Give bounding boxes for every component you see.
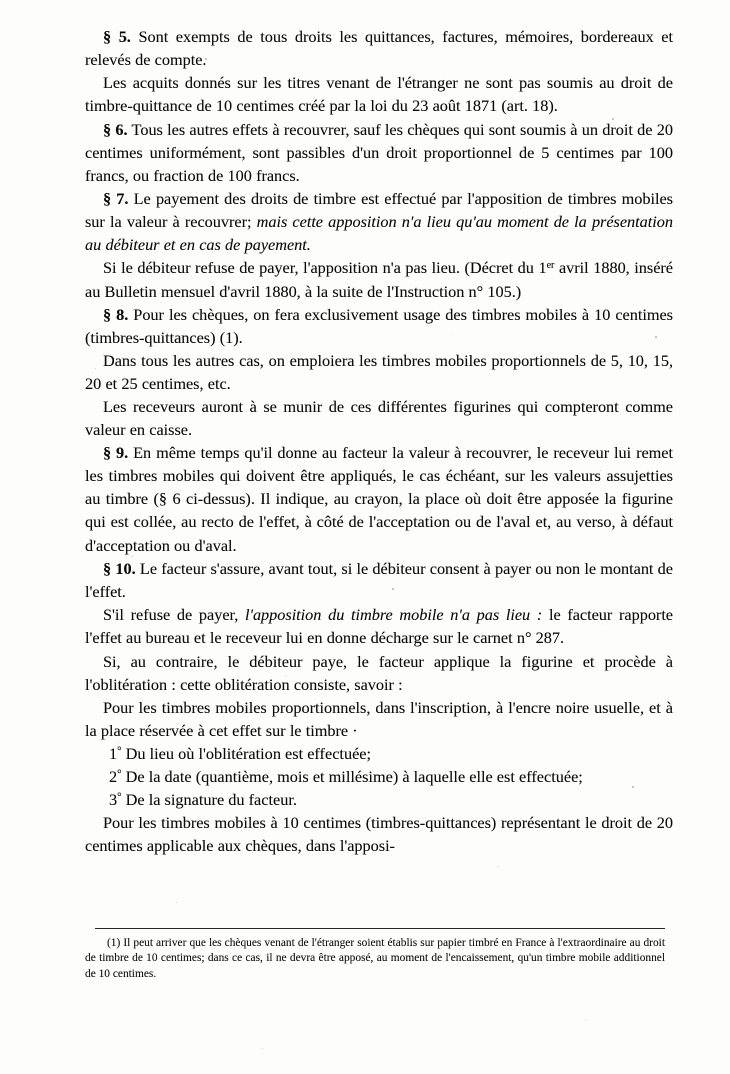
paragraph-text: Le facteur s'assure, avant tout, si le débiteur consent à payer ou non le montant de l'effet.	[85, 559, 673, 602]
footnote-separator-rule	[95, 928, 665, 929]
item-number: 3	[109, 790, 118, 810]
numbered-item-3	[85, 788, 673, 811]
paragraph-text: Pour les timbres mobiles proportionnels, dans l'inscription, à l'encre noire usuelle, et à la place réservée à cet effet sur le timbre ·	[85, 697, 673, 740]
item-text: De la date (quantième, mois et millésime) à laquelle elle est effectuée;	[121, 767, 583, 786]
section-marker-9: § 9.	[103, 443, 129, 463]
scan-speck	[176, 902, 177, 903]
paragraph-text-continued: le facteur rapporte l'effet au bureau et le receveur lui en donne décharge sur le carnet n° 287.	[85, 605, 674, 648]
section-marker-8: § 8.	[103, 304, 129, 324]
item-text: Du lieu où l'oblitération est effectuée;	[121, 743, 372, 763]
item-number: 2	[109, 767, 118, 786]
paragraph-section-5	[85, 25, 673, 71]
paragraph-section-10	[85, 557, 673, 603]
numbered-item-1	[85, 742, 673, 765]
degree-symbol-icon: °	[117, 745, 122, 758]
paragraph-au-contraire	[85, 650, 673, 696]
numbered-item-2	[85, 765, 673, 788]
section-marker-7: § 7.	[103, 189, 129, 209]
paragraph-receveurs	[85, 395, 673, 441]
scan-speck	[498, 866, 499, 867]
paragraph-emphasis: l'apposition du timbre mobile n'a pas lieu :	[245, 605, 543, 625]
paragraph-text: En même temps qu'il donne au facteur la valeur à recouvrer, le receveur lui remet les timbres mobiles qui doivent être appliqués, le cas échéant, sur les valeurs assujetties au timbre (§ 6 ci-dessus). Il indique, au crayon, la place où doit être apposée la figurine qui est collée, au recto de l'effet, à côté de l'acceptation ou de l'aval et, au verso, à défaut d'acceptation ou d'aval.	[85, 443, 673, 555]
item-number: 1	[109, 743, 118, 763]
section-marker-6: § 6.	[103, 119, 128, 139]
paragraph-final	[85, 811, 673, 857]
paragraph-text-continued: avril 1880, inséré au Bulletin mensuel d'avril 1880, à la suite de l'Instruction n° 105.)	[85, 258, 673, 301]
footnote-marker: (1)	[107, 937, 121, 949]
paragraph-text: Si, au contraire, le débiteur paye, le facteur applique la figurine et procède à l'oblitération : cette oblitération consiste, savoir :	[85, 651, 673, 694]
paragraph-text: Dans tous les autres cas, on emploiera les timbres mobiles proportionnels de 5, 10, 15, 20 et 25 centimes, etc.	[85, 350, 673, 393]
paragraph-text: Si le débiteur refuse de payer, l'apposition n'a pas lieu. (Décret du 1	[103, 258, 547, 278]
paragraph-section-6	[85, 118, 673, 187]
paragraph-acquits	[85, 71, 673, 117]
paragraph-decret	[85, 256, 673, 302]
paragraph-emphasis: mais cette apposition n'a lieu qu'au moment de la présentation au débiteur et en cas de payement.	[85, 212, 673, 255]
paragraph-section-7	[85, 187, 673, 256]
paragraph-text: Tous les autres effets à recouvrer, sauf les chèques qui sont soumis à un droit de 20 centimes uniformément, sont passibles d'un droit proportionnel de 5 centimes par 100 francs, ou fraction de 100 francs.	[85, 119, 673, 185]
degree-symbol-icon: °	[117, 768, 122, 781]
paragraph-proportionnels	[85, 696, 673, 742]
paragraph-text: Les acquits donnés sur les titres venant de l'étranger ne sont pas soumis au droit de timbre-quittance de 10 centimes créé par la loi du 23 août 1871 (art. 18).	[85, 73, 673, 116]
scan-speck	[262, 1048, 263, 1049]
paragraph-autres-cas	[85, 349, 673, 395]
ordinal-suffix: er	[546, 260, 555, 272]
scan-speck	[585, 1020, 586, 1021]
footnote-body: Il peut arriver que les chèques venant de l'étranger soient établis sur papier timbré en France à l'extraordinaire au droit de timbre de 10 centimes; dans ce cas, il ne devra être apposé, au moment de l'encaissement, qu'un timbre mobile additionnel de 10 centimes.	[85, 937, 665, 980]
paragraph-text: Sont exempts de tous droits les quittances, factures, mémoires, bordereaux et relevés de compte.	[85, 27, 673, 70]
paragraph-refuse-de-payer	[85, 603, 673, 649]
footnote-block	[85, 936, 665, 982]
item-text: De la signature du facteur.	[121, 790, 297, 810]
paragraph-text: S'il refuse de payer,	[103, 605, 245, 625]
paragraph-section-9	[85, 441, 673, 556]
section-marker-5: § 5.	[103, 27, 131, 46]
section-marker-10: § 10.	[103, 559, 136, 579]
paragraph-text: Pour les chèques, on fera exclusivement usage des timbres mobiles à 10 centimes (timbres-quittances) (1).	[85, 304, 673, 347]
footnote-text	[85, 936, 665, 982]
paragraph-section-8	[85, 303, 673, 349]
document-text-block	[85, 25, 673, 857]
paragraph-text: Le payement des droits de timbre est effectué par l'apposition de timbres mobiles sur la valeur à recouvrer;	[85, 189, 673, 232]
paragraph-text: Les receveurs auront à se munir de ces différentes figurines qui compteront comme valeur en caisse.	[85, 396, 673, 439]
paragraph-text: Pour les timbres mobiles à 10 centimes (timbres-quittances) représentant le droit de 20 centimes applicable aux chèques, dans l'apposi-	[85, 813, 673, 856]
degree-symbol-icon: °	[117, 791, 122, 804]
